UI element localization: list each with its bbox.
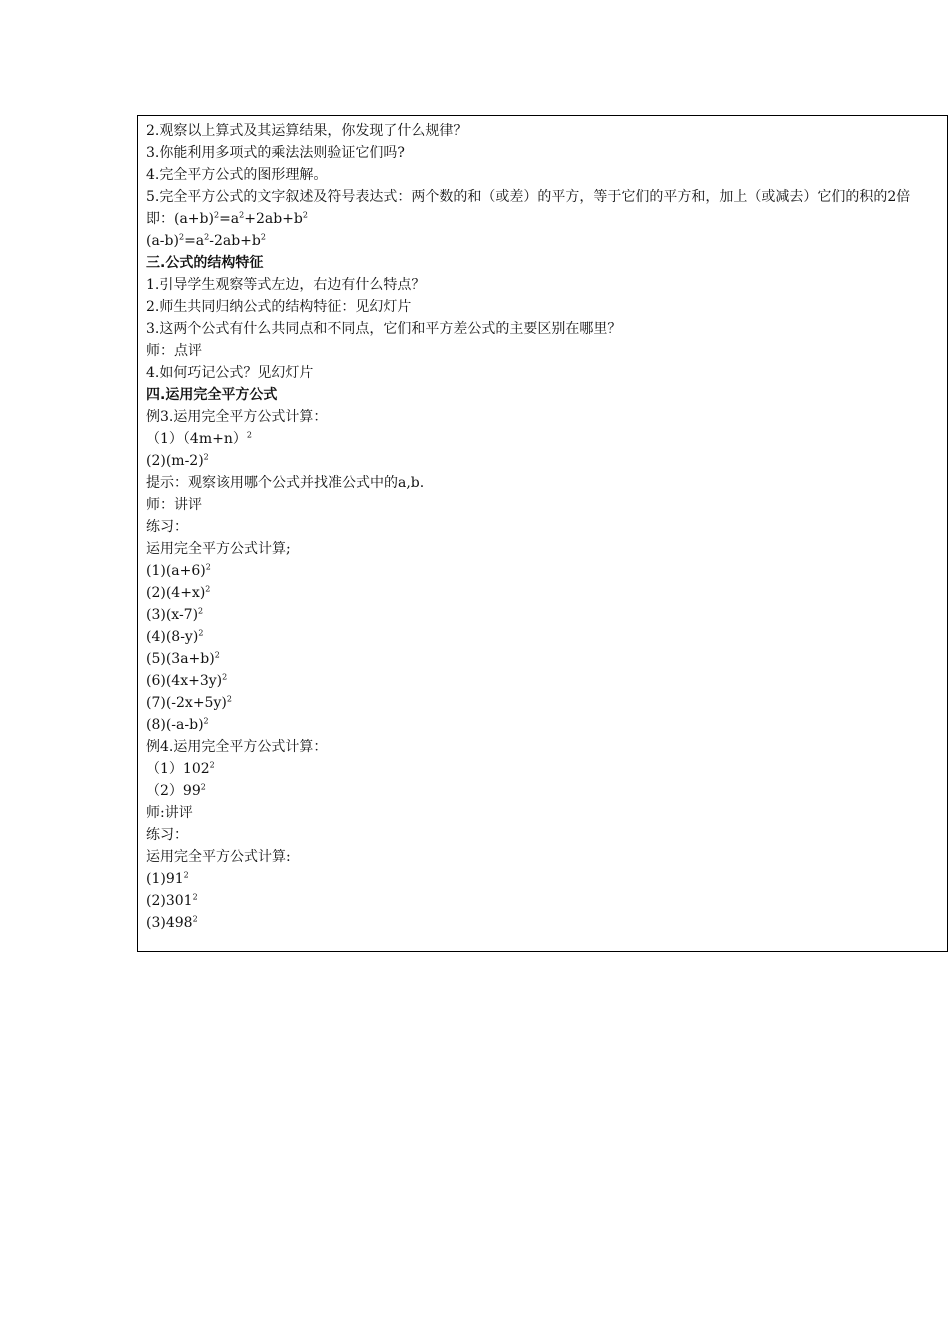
- list-item: $(2)301^2$: [146, 892, 198, 909]
- list-item: $(2)99^2$: [146, 782, 206, 799]
- example-title: 例3.运用完全平方公式计算：: [146, 409, 328, 425]
- text-line: 3.你能利用多项式的乘法法则验证它们吗?: [146, 145, 405, 161]
- text-line: 运用完全平方公式计算;: [146, 541, 291, 557]
- list-item: $(8)(-a-b)^2$: [146, 716, 209, 733]
- formula-line: $(a-b)^2=a^2-2ab+b^2$: [146, 232, 266, 249]
- text-line: 练习：: [146, 519, 188, 535]
- text-line: 3.这两个公式有什么共同点和不同点，它们和平方差公式的主要区别在哪里？: [146, 321, 622, 337]
- list-item: $(2)(4+x)^2$: [146, 584, 211, 601]
- text-line: 师：点评: [146, 343, 202, 359]
- section-heading: 三.公式的结构特征: [146, 255, 264, 271]
- example-title: 例4.运用完全平方公式计算：: [146, 739, 328, 755]
- text-line: 练习：: [146, 827, 188, 843]
- text-line: 4.如何巧记公式？见幻灯片: [146, 365, 314, 381]
- list-item: $(5)(3a+b)^2$: [146, 650, 220, 667]
- text-line: 4.完全平方公式的图形理解。: [146, 167, 328, 183]
- list-item: $(1)(4m+n)^2$: [146, 430, 252, 447]
- list-item: $(6)(4x+3y)^2$: [146, 672, 228, 689]
- text-line: 师:讲评: [146, 805, 193, 821]
- list-item: $(7)(-2x+5y)^2$: [146, 694, 232, 711]
- list-item: $(4)(8-y)^2$: [146, 628, 204, 645]
- text-line: 2.观察以上算式及其运算结果，你发现了什么规律？: [146, 123, 468, 139]
- list-item: $(2)(m-2)^2$: [146, 452, 209, 469]
- text-line: 提示：观察该用哪个公式并找准公式中的a,b.: [146, 475, 425, 491]
- section-heading: 四.运用完全平方公式: [146, 387, 278, 403]
- text-paragraph: 5.完全平方公式的文字叙述及符号表达式：两个数的和（或差）的平方，等于它们的平方和，加上（或减去）它们的积的2倍: [146, 189, 911, 205]
- lesson-content-table-cell: [137, 115, 948, 952]
- list-item: $(3)(x-7)^2$: [146, 606, 204, 623]
- text-line: 1.引导学生观察等式左边，右边有什么特点？: [146, 277, 426, 293]
- list-item: $(3)498^2$: [146, 914, 198, 931]
- text-line: 师：讲评: [146, 497, 202, 513]
- list-item: $(1)91^2$: [146, 870, 189, 887]
- text-line: 运用完全平方公式计算:: [146, 849, 291, 865]
- formula-line: 即：$(a+b)^2=a^2+2ab+b^2$: [146, 210, 308, 227]
- list-item: $(1)(a+6)^2$: [146, 562, 211, 579]
- list-item: $(1)102^2$: [146, 760, 215, 777]
- text-line: 2.师生共同归纳公式的结构特征：见幻灯片: [146, 299, 412, 315]
